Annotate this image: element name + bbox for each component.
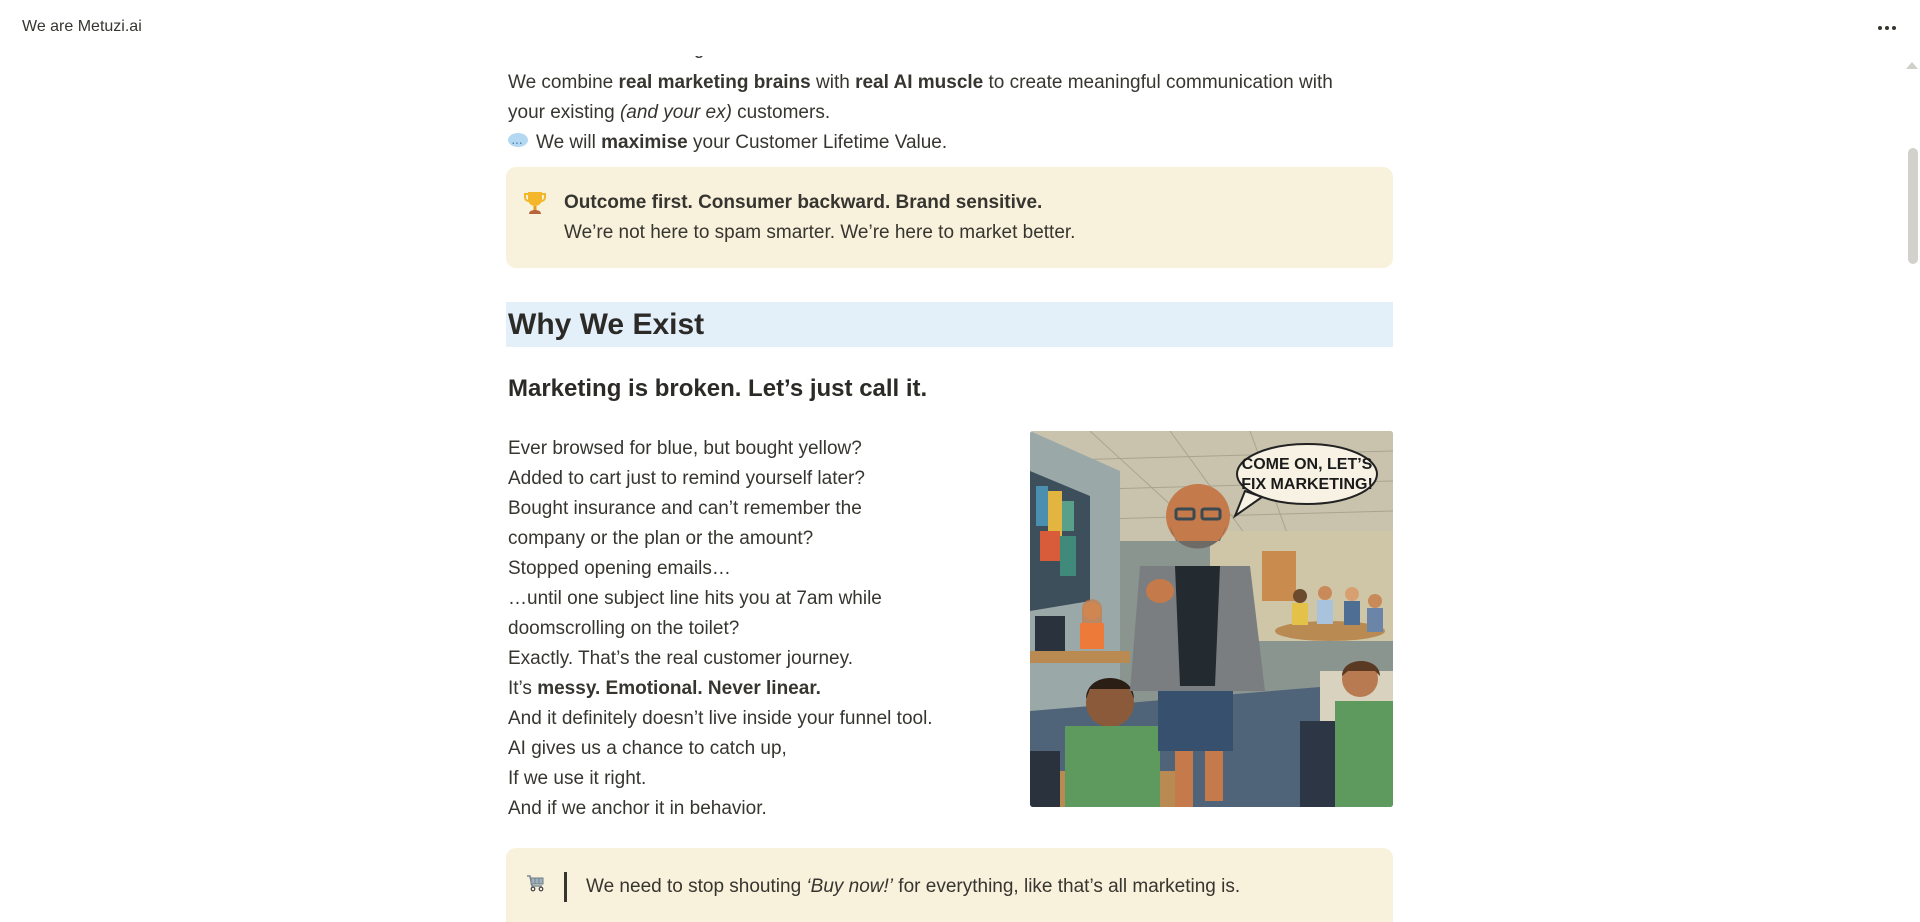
scroll-up-arrow-icon[interactable] <box>1906 62 1918 69</box>
bold-text: messy. Emotional. Never linear. <box>537 678 821 699</box>
speech-bubble-icon <box>508 133 528 149</box>
maximise-line <box>508 128 947 158</box>
combine-line-1 <box>508 68 1333 98</box>
italic-text: (and your ex) <box>619 102 732 123</box>
speech-bubble-text: COME ON, LET’S <box>1241 456 1373 473</box>
section-heading: Why We Exist <box>508 308 705 341</box>
dot <box>1878 26 1882 30</box>
italic-text: ‘Buy now!’ <box>806 876 894 897</box>
top-bar <box>0 0 1920 56</box>
paragraph-line: company or the plan or the amount? <box>508 528 814 549</box>
callout-buy-now <box>506 848 1393 922</box>
callout-outcome <box>506 167 1393 268</box>
paragraph-line: AI gives us a chance to catch up, <box>508 738 787 759</box>
text: It’s <box>508 678 538 699</box>
paragraph-line-messy <box>508 674 988 704</box>
speech-bubble-text: FIX MARKETING! <box>1241 476 1373 493</box>
section-paragraph <box>508 434 988 824</box>
dot <box>1885 26 1889 30</box>
scrollbar-thumb[interactable] <box>1908 148 1918 264</box>
bold-text: real marketing brains <box>618 72 811 93</box>
paragraph-line: doomscrolling on the toilet? <box>508 618 740 639</box>
text: customers. <box>731 102 831 123</box>
paragraph-line: Exactly. That’s the real customer journey. <box>508 648 853 669</box>
section-heading-block <box>506 302 1393 347</box>
combine-line-2 <box>508 98 830 128</box>
paragraph-line: Added to cart just to remind yourself later? <box>508 468 865 489</box>
quote-bar <box>564 872 567 902</box>
quote-text <box>586 872 1240 902</box>
bold-text: real AI muscle <box>855 72 984 93</box>
paragraph-line: And it definitely doesn’t live inside your funnel tool. <box>508 708 933 729</box>
dot <box>1892 26 1896 30</box>
text: to create meaningful communication with <box>983 72 1333 93</box>
text: your Customer Lifetime Value. <box>687 132 948 153</box>
bold-text: maximise <box>601 132 688 153</box>
paragraph-line: Ever browsed for blue, but bought yellow? <box>508 438 862 459</box>
paragraph-line: If we use it right. <box>508 768 647 789</box>
paragraph-line: …until one subject line hits you at 7am while <box>508 588 882 609</box>
section-subheading: Marketing is broken. Let’s just call it. <box>508 375 928 402</box>
trophy-icon <box>524 191 546 215</box>
comic-illustration-image[interactable] <box>1030 431 1393 807</box>
text: We will <box>536 132 602 153</box>
text: We need to stop shouting <box>586 876 807 897</box>
callout-body: We’re not here to spam smarter. We’re here to market better. <box>564 222 1076 243</box>
page-title: We are Metuzi.ai <box>22 18 142 35</box>
paragraph-line: And if we anchor it in behavior. <box>508 798 767 819</box>
office-scene-illustration <box>1030 431 1393 807</box>
paragraph-line: Bought insurance and can’t remember the <box>508 498 862 519</box>
text: your existing <box>508 102 620 123</box>
callout-title: Outcome first. Consumer backward. Brand sensitive. <box>564 192 1043 213</box>
text: for everything, like that’s all marketing is. <box>893 876 1241 897</box>
paragraph-line: Stopped opening emails… <box>508 558 731 579</box>
text: We combine <box>508 72 619 93</box>
more-horizontal-icon[interactable] <box>1872 16 1902 40</box>
shopping-cart-icon <box>526 874 546 892</box>
vertical-scrollbar[interactable] <box>1902 56 1920 922</box>
text: with <box>810 72 856 93</box>
